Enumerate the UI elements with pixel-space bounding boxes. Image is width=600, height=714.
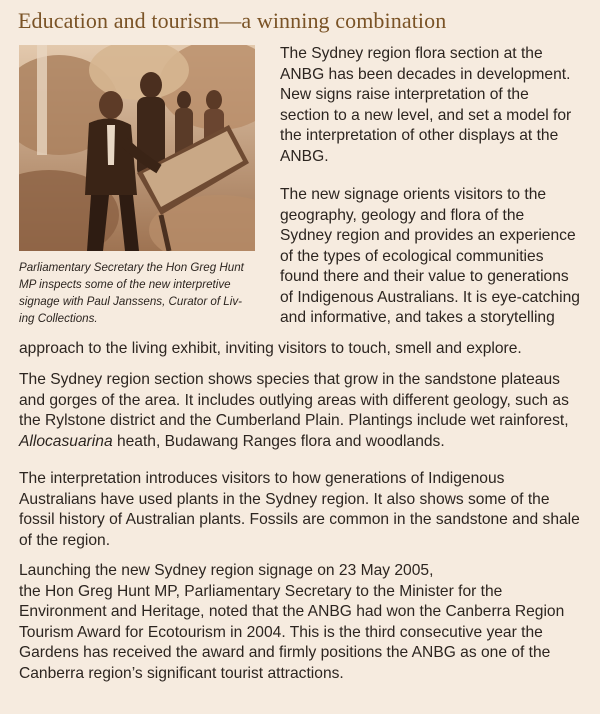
paragraph-line: ANBG. xyxy=(280,147,329,165)
paragraph-line: the Rylstone district and the Cumberland Plain. Plantings include wet rainforest, xyxy=(19,412,569,429)
paragraph-line: The new signage orients visitors to the xyxy=(280,186,547,203)
paragraph-line: of the types of ecological communities xyxy=(280,247,544,265)
paragraph-line: found there and their value to generations xyxy=(280,268,569,285)
paragraph-line: Launching the new Sydney region signage on 23 May 2005, xyxy=(19,562,434,579)
paragraph-line: and gorges of the area. It includes outlying areas with different geology, such as xyxy=(19,391,569,409)
paragraph-line: the interpretation of other displays at the xyxy=(280,127,559,144)
paragraph-line: The Sydney region section shows species that grow in the sandstone plateaus xyxy=(19,371,560,388)
paragraph-line-rest: heath, Budawang Ranges flora and woodlands. xyxy=(112,432,445,450)
paragraph-intro xyxy=(280,44,596,167)
paragraph-line: the Hon Greg Hunt MP, Parliamentary Secretary to the Minister for the xyxy=(19,582,503,600)
paragraph-line: New signs raise interpretation of the xyxy=(280,86,529,103)
taxon-name: Allocasuarina xyxy=(19,432,113,450)
paragraph-line: Gardens has received the award and firmly positions the ANBG as one of the xyxy=(19,644,551,661)
paragraph-line: Environment and Heritage, noted that the ANBG had won the Canberra Region xyxy=(19,603,565,620)
paragraph-line: ANBG has been decades in development. xyxy=(280,65,571,83)
paragraph-line: Australians have used plants in the Sydney region. It also shows some of the xyxy=(19,490,550,508)
caption-line: MP inspects some of the new interpretive xyxy=(19,278,231,291)
paragraph-line: of the region. xyxy=(19,531,111,549)
paragraph-line: section to a new level, and set a model for xyxy=(280,106,572,124)
article-photo xyxy=(19,45,255,251)
article-title: Education and tourism—a winning combination xyxy=(18,8,447,33)
paragraph-launch xyxy=(19,561,594,684)
paragraph-line: of Indigenous Australians. It is eye-catching xyxy=(280,288,580,306)
paragraph-line: The Sydney region flora section at the xyxy=(280,45,543,62)
paragraph-line: Sydney region and provides an experience xyxy=(280,227,576,244)
caption-line: signage with Paul Janssens, Curator of Liv- xyxy=(19,295,242,308)
paragraph-indigenous xyxy=(19,469,594,551)
photo-caption xyxy=(19,259,257,327)
paragraph-signage xyxy=(280,185,596,329)
paragraph-species xyxy=(19,370,594,452)
paragraph-line: fossil history of Australian plants. Fossils are common in the sandstone and shale xyxy=(19,511,580,528)
paragraph-line: Canberra region’s significant tourist attractions. xyxy=(19,664,344,682)
photo-illustration xyxy=(19,45,255,251)
paragraph-line: geography, geology and flora of the xyxy=(280,206,525,224)
paragraph-signage-tail: approach to the living exhibit, inviting visitors to touch, smell and explore. xyxy=(19,340,522,357)
caption-line: Parliamentary Secretary the Hon Greg Hunt xyxy=(19,261,244,274)
paragraph-line xyxy=(19,432,594,453)
paragraph-line: Tourism Award for Ecotourism in 2004. This is the third consecutive year the xyxy=(19,623,543,641)
paragraph-line: and informative, and takes a storytelling xyxy=(280,309,555,326)
paragraph-line: The interpretation introduces visitors to how generations of Indigenous xyxy=(19,470,505,487)
caption-line: ing Collections. xyxy=(19,312,98,325)
